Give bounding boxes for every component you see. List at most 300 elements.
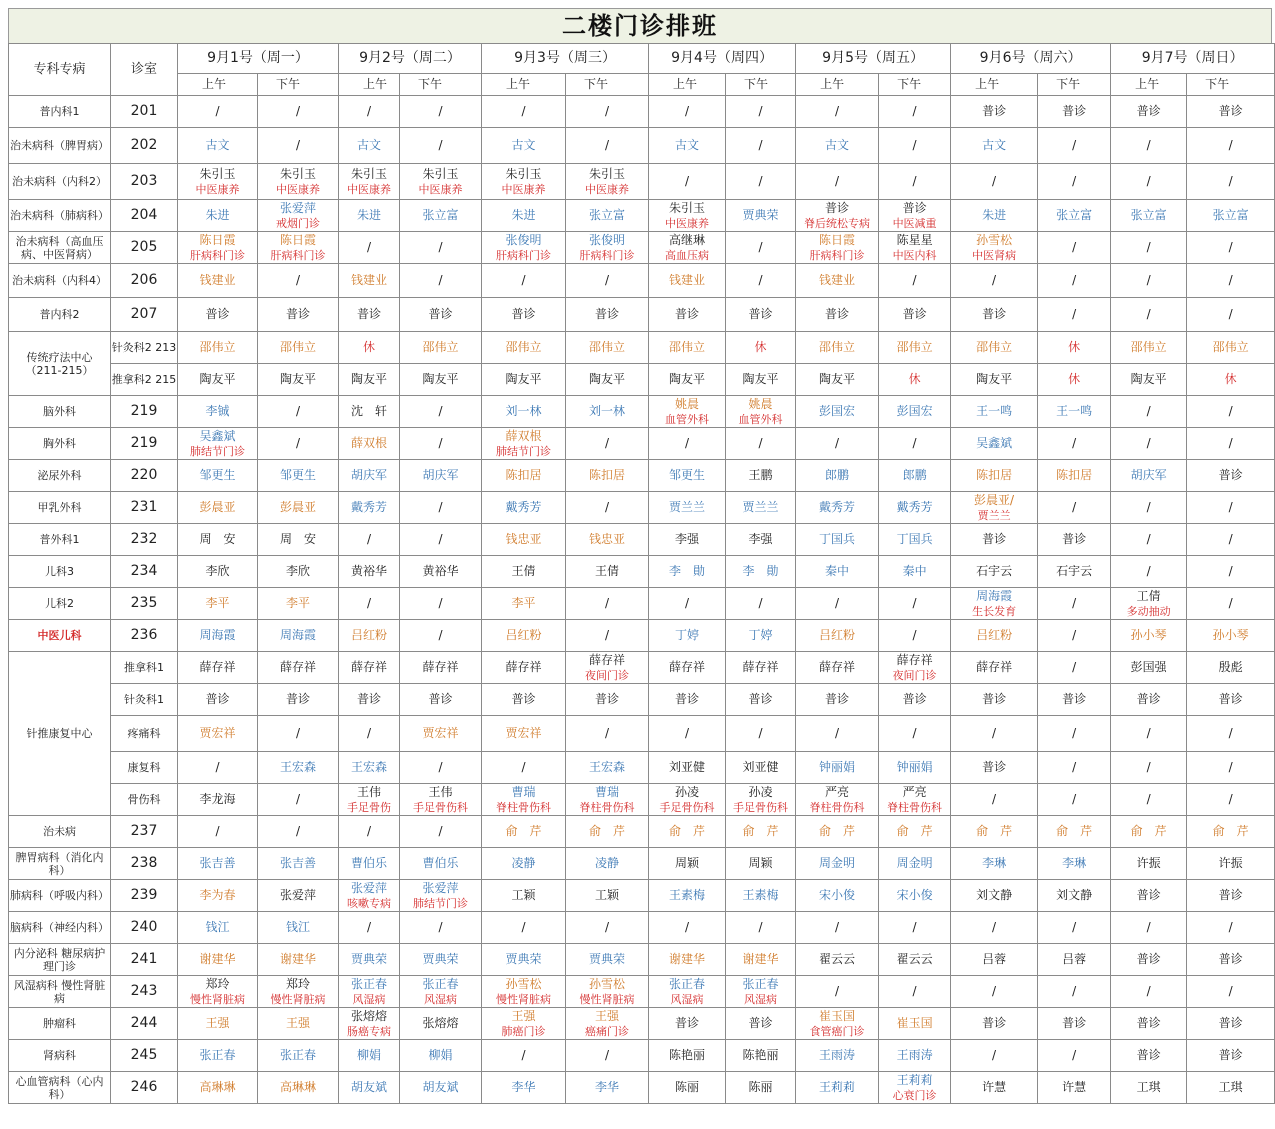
schedule-cell [879,492,951,524]
schedule-cell [796,976,879,1008]
schedule-cell [482,200,566,232]
doctor-name: 薛存祥 [589,652,626,667]
table-row [9,588,1275,620]
doctor-name: 陈扣居 [1056,468,1093,482]
doctor-name: 普诊 [1062,532,1087,546]
doctor-name: / [605,138,610,152]
group-label: 针推康复中心 [9,652,111,816]
doctor-name: 孙小琴 [1130,628,1167,642]
clinic-note: 贾兰兰 [977,508,1011,522]
doctor-name: 普诊 [748,307,773,321]
doctor-name: / [295,104,301,118]
schedule-cell [726,332,796,364]
doctor-name: 秦中 [902,564,927,578]
doctor-name: 王强 [286,1016,311,1030]
schedule-cell [649,364,726,396]
doctor-name: / [912,726,917,740]
doctor-name: 薛存祥 [669,660,706,674]
schedule-cell [566,684,649,716]
doctor-name: 胡庆军 [351,468,388,482]
sub-specialty: 疼痛科 [111,716,178,752]
schedule-cell [796,880,879,912]
doctor-name: / [912,920,917,934]
doctor-name: / [1072,984,1077,998]
doctor-name: 李平 [205,596,230,610]
doctor-name: / [758,596,763,610]
clinic-note: 肝病科门诊 [270,248,326,262]
header-specialty: 专科专病 [9,44,111,96]
schedule-cell [726,1040,796,1072]
schedule-cell [400,128,482,164]
schedule-cell [726,848,796,880]
doctor-name: 普诊 [595,307,620,321]
doctor-name: 普诊 [1218,104,1243,118]
doctor-name: / [438,628,443,642]
doctor-name: / [758,104,763,118]
doctor-name: / [438,824,443,838]
schedule-cell [482,848,566,880]
schedule-cell [879,1008,951,1040]
schedule-cell [879,652,951,684]
clinic-note: 中医康养 [418,182,463,196]
doctor-name: 朱进 [982,208,1007,222]
doctor-name: / [1146,532,1151,546]
doctor-name: 刘一林 [505,404,542,418]
doctor-name: / [295,436,301,450]
doctor-name: 张吉善 [199,856,236,870]
doctor-name: 张熔熔 [351,1008,388,1023]
group-label: 传统疗法中心（211-215） [9,332,111,396]
doctor-name: 高琳琳 [199,1080,236,1094]
doctor-name: 普诊 [1062,692,1087,706]
specialty-label: 胸外科 [9,428,111,460]
doctor-name: / [1228,240,1233,254]
doctor-name: / [1146,564,1151,578]
schedule-cell [258,232,339,264]
schedule-cell [1187,332,1275,364]
doctor-name: 贾典荣 [351,952,388,966]
doctor-name: 普诊 [902,200,927,215]
room-number: 219 [111,396,178,428]
schedule-cell [1038,784,1111,816]
schedule-cell [1187,264,1275,298]
schedule-cell [482,912,566,944]
schedule-cell [951,716,1038,752]
doctor-name: 石宇云 [976,564,1013,578]
schedule-cell [339,232,400,264]
schedule-cell [566,752,649,784]
schedule-cell [649,1072,726,1104]
doctor-name: 王素梅 [742,888,779,902]
doctor-name: 邵伟立 [819,340,856,354]
schedule-cell [482,128,566,164]
schedule-cell [400,652,482,684]
doctor-name: 朱进 [357,208,382,222]
schedule-cell [400,524,482,556]
schedule-cell [1038,1072,1111,1104]
schedule-cell [482,1008,566,1040]
doctor-name: 贾宏祥 [422,726,459,740]
specialty-label: 治未病 [9,816,111,848]
doctor-name: 胡友斌 [422,1080,459,1094]
clinic-note: 高血压病 [665,248,710,262]
schedule-cell [339,364,400,396]
schedule-cell [339,164,400,200]
doctor-name: 彭国宏 [819,404,856,418]
schedule-cell [726,684,796,716]
room-number: 246 [111,1072,178,1104]
schedule-cell [566,492,649,524]
schedule-cell [1187,428,1275,460]
schedule-cell [1187,944,1275,976]
clinic-note: 慢性肾脏病 [190,992,245,1006]
schedule-cell [796,716,879,752]
schedule-cell [796,96,879,128]
schedule-cell [649,396,726,428]
schedule-cell [726,232,796,264]
doctor-name: 王素梅 [669,888,706,902]
doctor-name: / [1228,436,1233,450]
schedule-cell [339,396,400,428]
room-number: 232 [111,524,178,556]
doctor-name: / [685,920,690,934]
schedule-cell [1111,752,1187,784]
schedule-cell [1038,364,1111,396]
doctor-name: 翟云云 [896,952,933,966]
schedule-cell [566,164,649,200]
schedule-cell [1038,460,1111,492]
doctor-name: / [605,726,610,740]
doctor-name: 谢建华 [280,952,317,966]
doctor-name: / [912,596,917,610]
schedule-cell [1038,620,1111,652]
schedule-cell [879,298,951,332]
specialty-label: 甲乳外科 [9,492,111,524]
schedule-cell [796,332,879,364]
schedule-cell [566,264,649,298]
doctor-name: 张立富 [1056,208,1093,222]
schedule-cell [951,524,1038,556]
schedule-cell [879,364,951,396]
doctor-name: 丁婷 [675,628,700,642]
doctor-name: 钱江 [205,920,230,934]
schedule-cell [1187,752,1275,784]
header-room: 诊室 [111,44,178,96]
schedule-cell [1038,880,1111,912]
doctor-name: / [605,273,610,287]
doctor-name: / [438,240,443,254]
pm-header: 下午 [879,74,951,96]
doctor-name: / [835,726,840,740]
doctor-name: 曹瑞 [595,784,620,799]
doctor-name: 孙雪松 [505,976,542,991]
doctor-name: / [1228,500,1233,514]
schedule-cell [649,652,726,684]
doctor-name: 普诊 [1136,104,1161,118]
schedule-cell [339,588,400,620]
clinic-note: 脊柱骨伤科 [887,800,943,814]
doctor-name: 王宏森 [280,760,317,774]
schedule-cell [339,784,400,816]
doctor-name: 黄裕华 [422,564,459,578]
schedule-cell [951,460,1038,492]
room-number: 206 [111,264,178,298]
table-row [9,128,1275,164]
schedule-cell [951,96,1038,128]
schedule-cell [1187,232,1275,264]
schedule-cell [1111,976,1187,1008]
clinic-note: 肺结节门诊 [190,444,245,458]
doctor-name: 曹伯乐 [351,856,388,870]
schedule-cell [400,1072,482,1104]
doctor-name: 姚晨 [748,396,773,411]
doctor-name: 朱引玉 [280,166,317,181]
doctor-name: 邵伟立 [280,340,317,354]
clinic-note: 生长发育 [972,604,1017,618]
clinic-note: 手足骨伤 [347,800,392,814]
doctor-name: 张正春 [199,1048,236,1062]
schedule-cell [1187,1008,1275,1040]
schedule-cell [1111,428,1187,460]
schedule-cell [1038,264,1111,298]
schedule-cell [796,1040,879,1072]
doctor-name: 陶友平 [589,372,626,386]
doctor-name: 高继琳 [669,232,706,247]
table-row [9,96,1275,128]
schedule-cell [482,588,566,620]
schedule-cell [482,428,566,460]
schedule-cell [1038,816,1111,848]
clinic-note: 肺结节门诊 [413,896,469,910]
schedule-cell [951,620,1038,652]
table-row [9,396,1275,428]
schedule-cell [400,976,482,1008]
doctor-name: 钱江 [286,920,311,934]
clinic-note: 慢性肾脏病 [579,992,635,1006]
schedule-cell [726,880,796,912]
pm-header: 下午 [400,74,482,96]
schedule-cell [566,716,649,752]
schedule-cell [951,298,1038,332]
doctor-name: / [1072,792,1077,806]
doctor-name: / [1072,273,1077,287]
schedule-cell [951,976,1038,1008]
schedule-cell [1038,912,1111,944]
doctor-name: / [366,104,372,118]
schedule-cell [258,332,339,364]
schedule-cell [339,492,400,524]
doctor-name: 邵伟立 [896,340,933,354]
schedule-cell [339,428,400,460]
schedule-cell [482,298,566,332]
schedule-cell [879,264,951,298]
doctor-name: / [758,138,763,152]
room-number: 202 [111,128,178,164]
schedule-cell [482,1040,566,1072]
doctor-name: 工琪 [1218,1080,1243,1094]
doctor-name: 吴鑫斌 [199,428,236,443]
doctor-name: / [438,596,443,610]
specialty-label: 肿瘤科 [9,1008,111,1040]
doctor-name: / [1146,984,1151,998]
doctor-name: 姚晨 [675,396,700,411]
doctor-name: 陈艳丽 [669,1048,706,1062]
schedule-cell [649,128,726,164]
schedule-cell [649,232,726,264]
clinic-note: 中医康养 [585,182,630,196]
schedule-cell [1038,232,1111,264]
schedule-cell [796,684,879,716]
doctor-name: 许慧 [1062,1080,1087,1094]
schedule-cell [566,556,649,588]
schedule-cell [566,428,649,460]
schedule-cell [178,784,258,816]
schedule-cell [951,164,1038,200]
doctor-name: 王宏森 [351,760,388,774]
doctor-name: 张正春 [742,976,779,991]
schedule-cell [879,332,951,364]
doctor-name: 休 [754,340,767,354]
doctor-name: 柳娟 [357,1048,382,1062]
schedule-cell [1187,164,1275,200]
doctor-name: 普诊 [1062,104,1087,118]
doctor-name: / [1228,760,1233,774]
doctor-name: / [1146,760,1151,774]
doctor-name: 张俊明 [505,232,542,247]
doctor-name: 张正春 [351,976,388,991]
doctor-name: 俞 芹 [819,824,856,838]
schedule-cell [482,816,566,848]
specialty-label: 心血管病科（心内科） [9,1072,111,1104]
schedule-cell [178,1008,258,1040]
doctor-name: 薛存祥 [742,660,779,674]
doctor-name: / [912,984,917,998]
doctor-name: 秦中 [825,564,850,578]
schedule-cell [649,620,726,652]
schedule-cell [796,164,879,200]
doctor-name: / [1228,564,1233,578]
schedule-cell [339,976,400,1008]
schedule-cell [879,588,951,620]
clinic-note: 咳嗽专病 [347,896,392,910]
doctor-name: 薛双根 [505,428,542,443]
doctor-name: 陈丽 [675,1080,700,1094]
table-row [9,976,1275,1008]
doctor-name: 王莉莉 [819,1080,856,1094]
doctor-name: 朱引玉 [199,166,236,181]
schedule-cell [951,880,1038,912]
schedule-cell [1187,556,1275,588]
schedule-cell [1111,1072,1187,1104]
clinic-note: 血管外科 [665,412,710,426]
schedule-cell [566,784,649,816]
doctor-name: 俞 芹 [505,824,542,838]
schedule-cell [178,716,258,752]
table-row [9,848,1275,880]
doctor-name: 陈艳丽 [742,1048,779,1062]
schedule-cell [726,816,796,848]
table-row [9,752,1275,784]
schedule-cell [339,128,400,164]
schedule-cell [1111,816,1187,848]
schedule-cell [339,912,400,944]
schedule-cell [1111,332,1187,364]
schedule-cell [258,848,339,880]
schedule-cell [178,232,258,264]
doctor-name: / [758,920,763,934]
clinic-note: 肠癌专病 [347,1024,392,1038]
schedule-cell [178,556,258,588]
doctor-name: 周金明 [896,856,933,870]
doctor-name: 贾兰兰 [669,500,706,514]
doctor-name: / [1146,240,1151,254]
schedule-cell [400,620,482,652]
doctor-name: 陶友平 [199,372,236,386]
schedule-cell [339,1072,400,1104]
schedule-cell [726,588,796,620]
doctor-name: / [295,792,301,806]
schedule-cell [258,200,339,232]
doctor-name: 休 [1068,340,1081,354]
schedule-cell [1038,524,1111,556]
schedule-cell [649,976,726,1008]
schedule-cell [178,332,258,364]
schedule-cell [178,492,258,524]
doctor-name: 普诊 [675,307,700,321]
specialty-label: 治未病科（高血压病、中医肾病） [9,232,111,264]
doctor-name: 普诊 [1062,1016,1087,1030]
schedule-cell [796,784,879,816]
doctor-name: 张正春 [422,976,459,991]
doctor-name: 周颖 [748,856,773,870]
doctor-name: 普诊 [1136,1048,1161,1062]
schedule-cell [1187,848,1275,880]
doctor-name: 陈扣居 [589,468,626,482]
schedule-cell [400,1008,482,1040]
schedule-cell [258,684,339,716]
doctor-name: 周 安 [199,532,236,546]
clinic-note: 中医肾病 [972,248,1017,262]
schedule-cell [1187,128,1275,164]
doctor-name: 郑玲 [286,976,311,991]
pm-header: 下午 [1187,74,1275,96]
doctor-name: / [605,1048,610,1062]
doctor-name: 周海霞 [199,628,236,642]
schedule-cell [796,128,879,164]
schedule-cell [258,492,339,524]
schedule-cell [879,396,951,428]
clinic-note: 癌痛门诊 [585,1024,630,1038]
schedule-cell [1187,816,1275,848]
doctor-name: 邵伟立 [505,340,542,354]
clinic-note: 手足骨伤科 [733,800,789,814]
doctor-name: 陈扣居 [976,468,1013,482]
schedule-cell [726,164,796,200]
doctor-name: 吕红粉 [351,628,388,642]
schedule-cell [339,684,400,716]
schedule-cell [178,848,258,880]
doctor-name: 薛存祥 [199,660,236,674]
doctor-name: / [835,104,840,118]
doctor-name: 普诊 [428,307,453,321]
schedule-cell [726,620,796,652]
doctor-name: 孙小琴 [1212,628,1249,642]
schedule-cell [482,460,566,492]
schedule-cell [879,200,951,232]
schedule-cell [1187,200,1275,232]
schedule-cell [1038,298,1111,332]
doctor-name: 王强 [511,1008,536,1023]
